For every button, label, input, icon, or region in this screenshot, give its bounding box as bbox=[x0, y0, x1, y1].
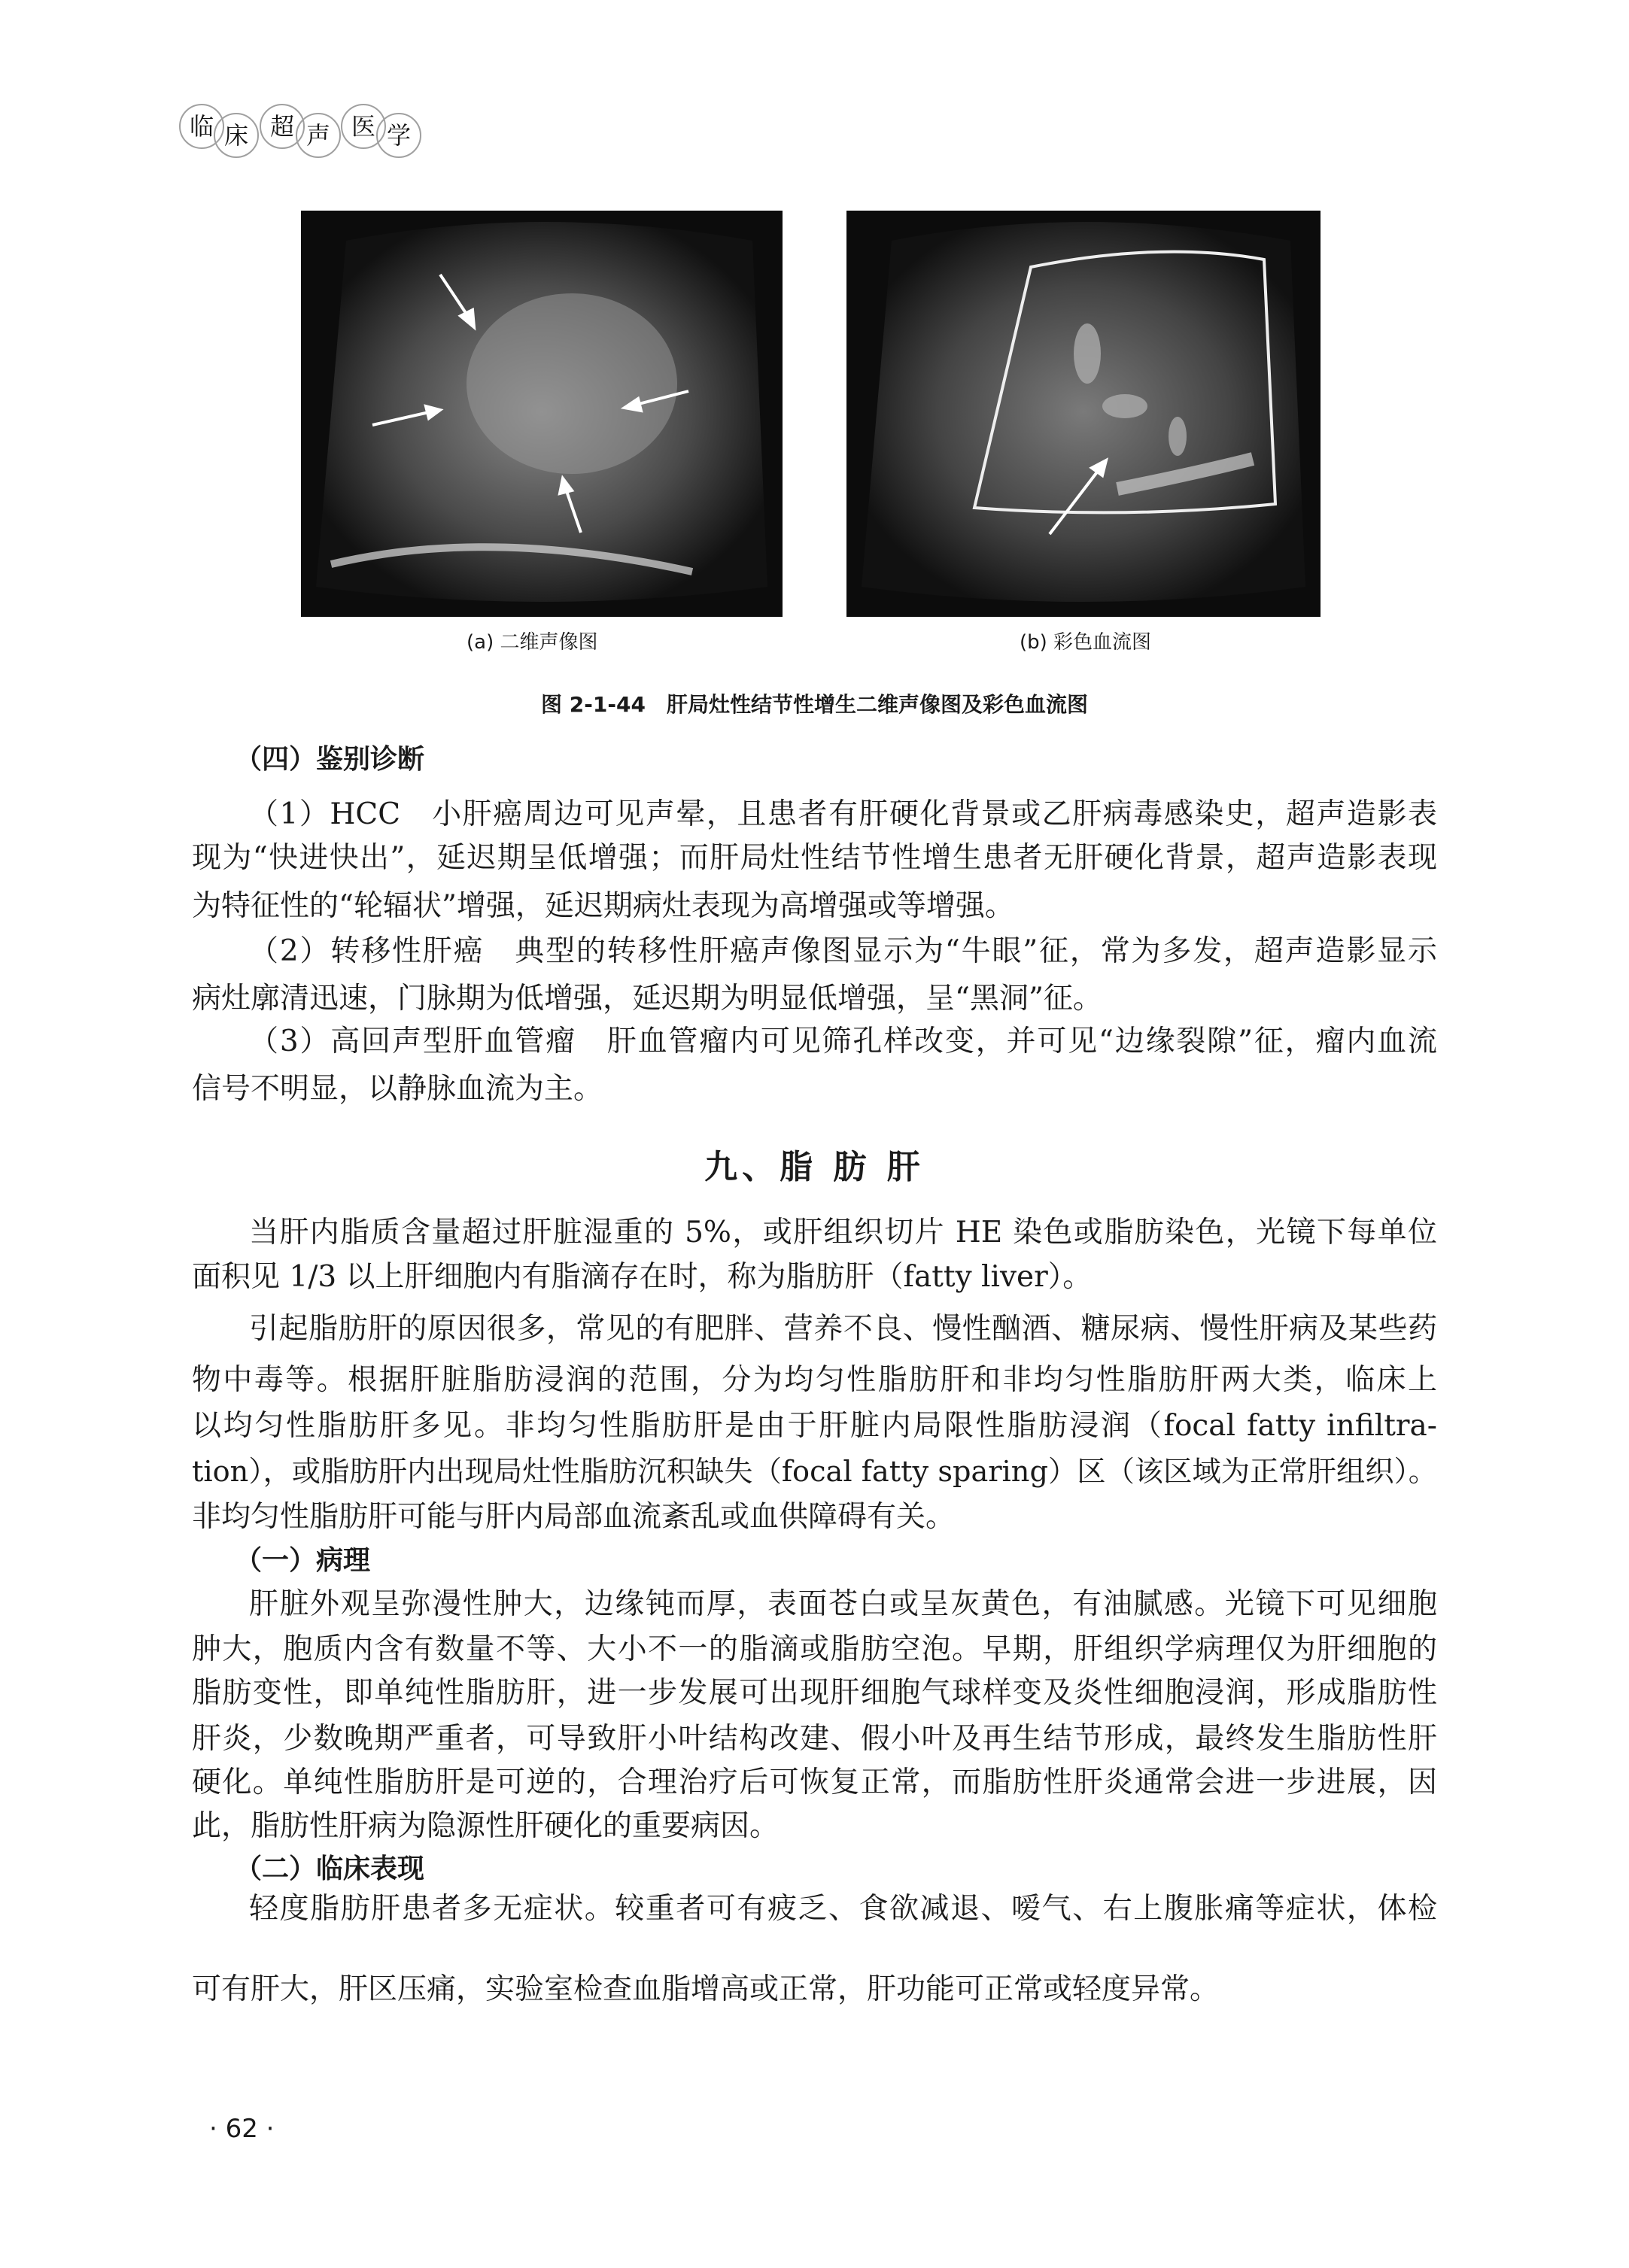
ultrasound-image-color-flow bbox=[846, 211, 1321, 617]
body-line: （1）HCC 小肝癌周边可见声晕，且患者有肝硬化背景或乙肝病毒感染史，超声造影表 bbox=[249, 797, 1437, 831]
figure-caption: 图 2-1-44 肝局灶性结节性增生二维声像图及彩色血流图 bbox=[541, 692, 1088, 717]
body-line: 信号不明显，以静脉血流为主。 bbox=[192, 1072, 603, 1106]
body-line: tion），或脂肪肝内出现局灶性脂肪沉积缺失（focal fatty sparing）区（该区域为正常肝组织）。 bbox=[192, 1455, 1437, 1489]
header-char: 超 bbox=[260, 104, 305, 149]
header-char: 医 bbox=[341, 104, 386, 149]
body-line: 以均匀性脂肪肝多见。非均匀性脂肪肝是由于肝脏内局限性脂肪浸润（focal fatty infiltra- bbox=[192, 1409, 1437, 1443]
body-line: 非均匀性脂肪肝可能与肝内局部血流紊乱或血供障碍有关。 bbox=[192, 1500, 956, 1534]
subheading: （二）临床表现 bbox=[235, 1854, 425, 1884]
body-line: 为特征性的“轮辐状”增强，延迟期病灶表现为高增强或等增强。 bbox=[192, 889, 1014, 923]
page-number: · 62 · bbox=[209, 2114, 275, 2144]
ultrasound-image-2d bbox=[301, 211, 783, 617]
body-line: 肝脏外观呈弥漫性肿大，边缘钝而厚，表面苍白或呈灰黄色，有油腻感。光镜下可见细胞 bbox=[249, 1587, 1437, 1621]
body-line: （2）转移性肝癌 典型的转移性肝癌声像图显示为“牛眼”征，常为多发，超声造影显示 bbox=[249, 934, 1437, 968]
body-line: 物中毒等。根据肝脏脂肪浸润的范围，分为均匀性脂肪肝和非均匀性脂肪肝两大类，临床上 bbox=[192, 1363, 1437, 1397]
subheading: （一）病理 bbox=[235, 1545, 371, 1576]
body-line: 可有肝大，肝区压痛，实验室检查血脂增高或正常，肝功能可正常或轻度异常。 bbox=[192, 1972, 1220, 2006]
header-char: 声 bbox=[296, 113, 341, 158]
body-line: 轻度脂肪肝患者多无症状。较重者可有疲乏、食欲减退、嗳气、右上腹胀痛等症状，体检 bbox=[249, 1892, 1437, 1926]
body-line: 肝炎，少数晚期严重者，可导致肝小叶结构改建、假小叶及再生结节形成，最终发生脂肪性肝 bbox=[192, 1722, 1437, 1756]
body-line: 引起脂肪肝的原因很多，常见的有肥胖、营养不良、慢性酗酒、糖尿病、慢性肝病及某些药 bbox=[249, 1312, 1437, 1346]
header-char: 床 bbox=[214, 113, 259, 158]
subheading: （四）鉴别诊断 bbox=[235, 744, 425, 775]
header-char: 临 bbox=[179, 104, 224, 149]
section-title: 九、脂 肪 肝 bbox=[704, 1148, 925, 1186]
panel-b-caption: (b) 彩色血流图 bbox=[1020, 631, 1152, 654]
running-header bbox=[179, 104, 435, 172]
body-line: 面积见 1/3 以上肝细胞内有脂滴存在时，称为脂肪肝（fatty liver）。 bbox=[192, 1260, 1093, 1294]
body-line: 脂肪变性，即单纯性脂肪肝，进一步发展可出现肝细胞气球样变及炎性细胞浸润，形成脂肪性 bbox=[192, 1676, 1437, 1710]
body-line: 病灶廓清迅速，门脉期为低增强，延迟期为明显低增强，呈“黑洞”征。 bbox=[192, 982, 1102, 1016]
body-line: 硬化。单纯性脂肪肝是可逆的，合理治疗后可恢复正常，而脂肪性肝炎通常会进一步进展，因 bbox=[192, 1766, 1437, 1799]
body-line: 当肝内脂质含量超过肝脏湿重的 5%，或肝组织切片 HE 染色或脂肪染色，光镜下每单位 bbox=[249, 1216, 1437, 1249]
body-line: 肿大，胞质内含有数量不等、大小不一的脂滴或脂肪空泡。早期，肝组织学病理仅为肝细胞的 bbox=[192, 1632, 1437, 1666]
panel-a-caption: (a) 二维声像图 bbox=[467, 631, 598, 654]
body-line: 现为“快进快出”，延迟期呈低增强；而肝局灶性结节性增生患者无肝硬化背景，超声造影表现 bbox=[192, 841, 1437, 875]
body-line: 此，脂肪性肝病为隐源性肝硬化的重要病因。 bbox=[192, 1809, 780, 1843]
body-line: （3）高回声型肝血管瘤 肝血管瘤内可见筛孔样改变，并可见“边缘裂隙”征，瘤内血流 bbox=[249, 1025, 1437, 1058]
header-char: 学 bbox=[376, 113, 421, 158]
